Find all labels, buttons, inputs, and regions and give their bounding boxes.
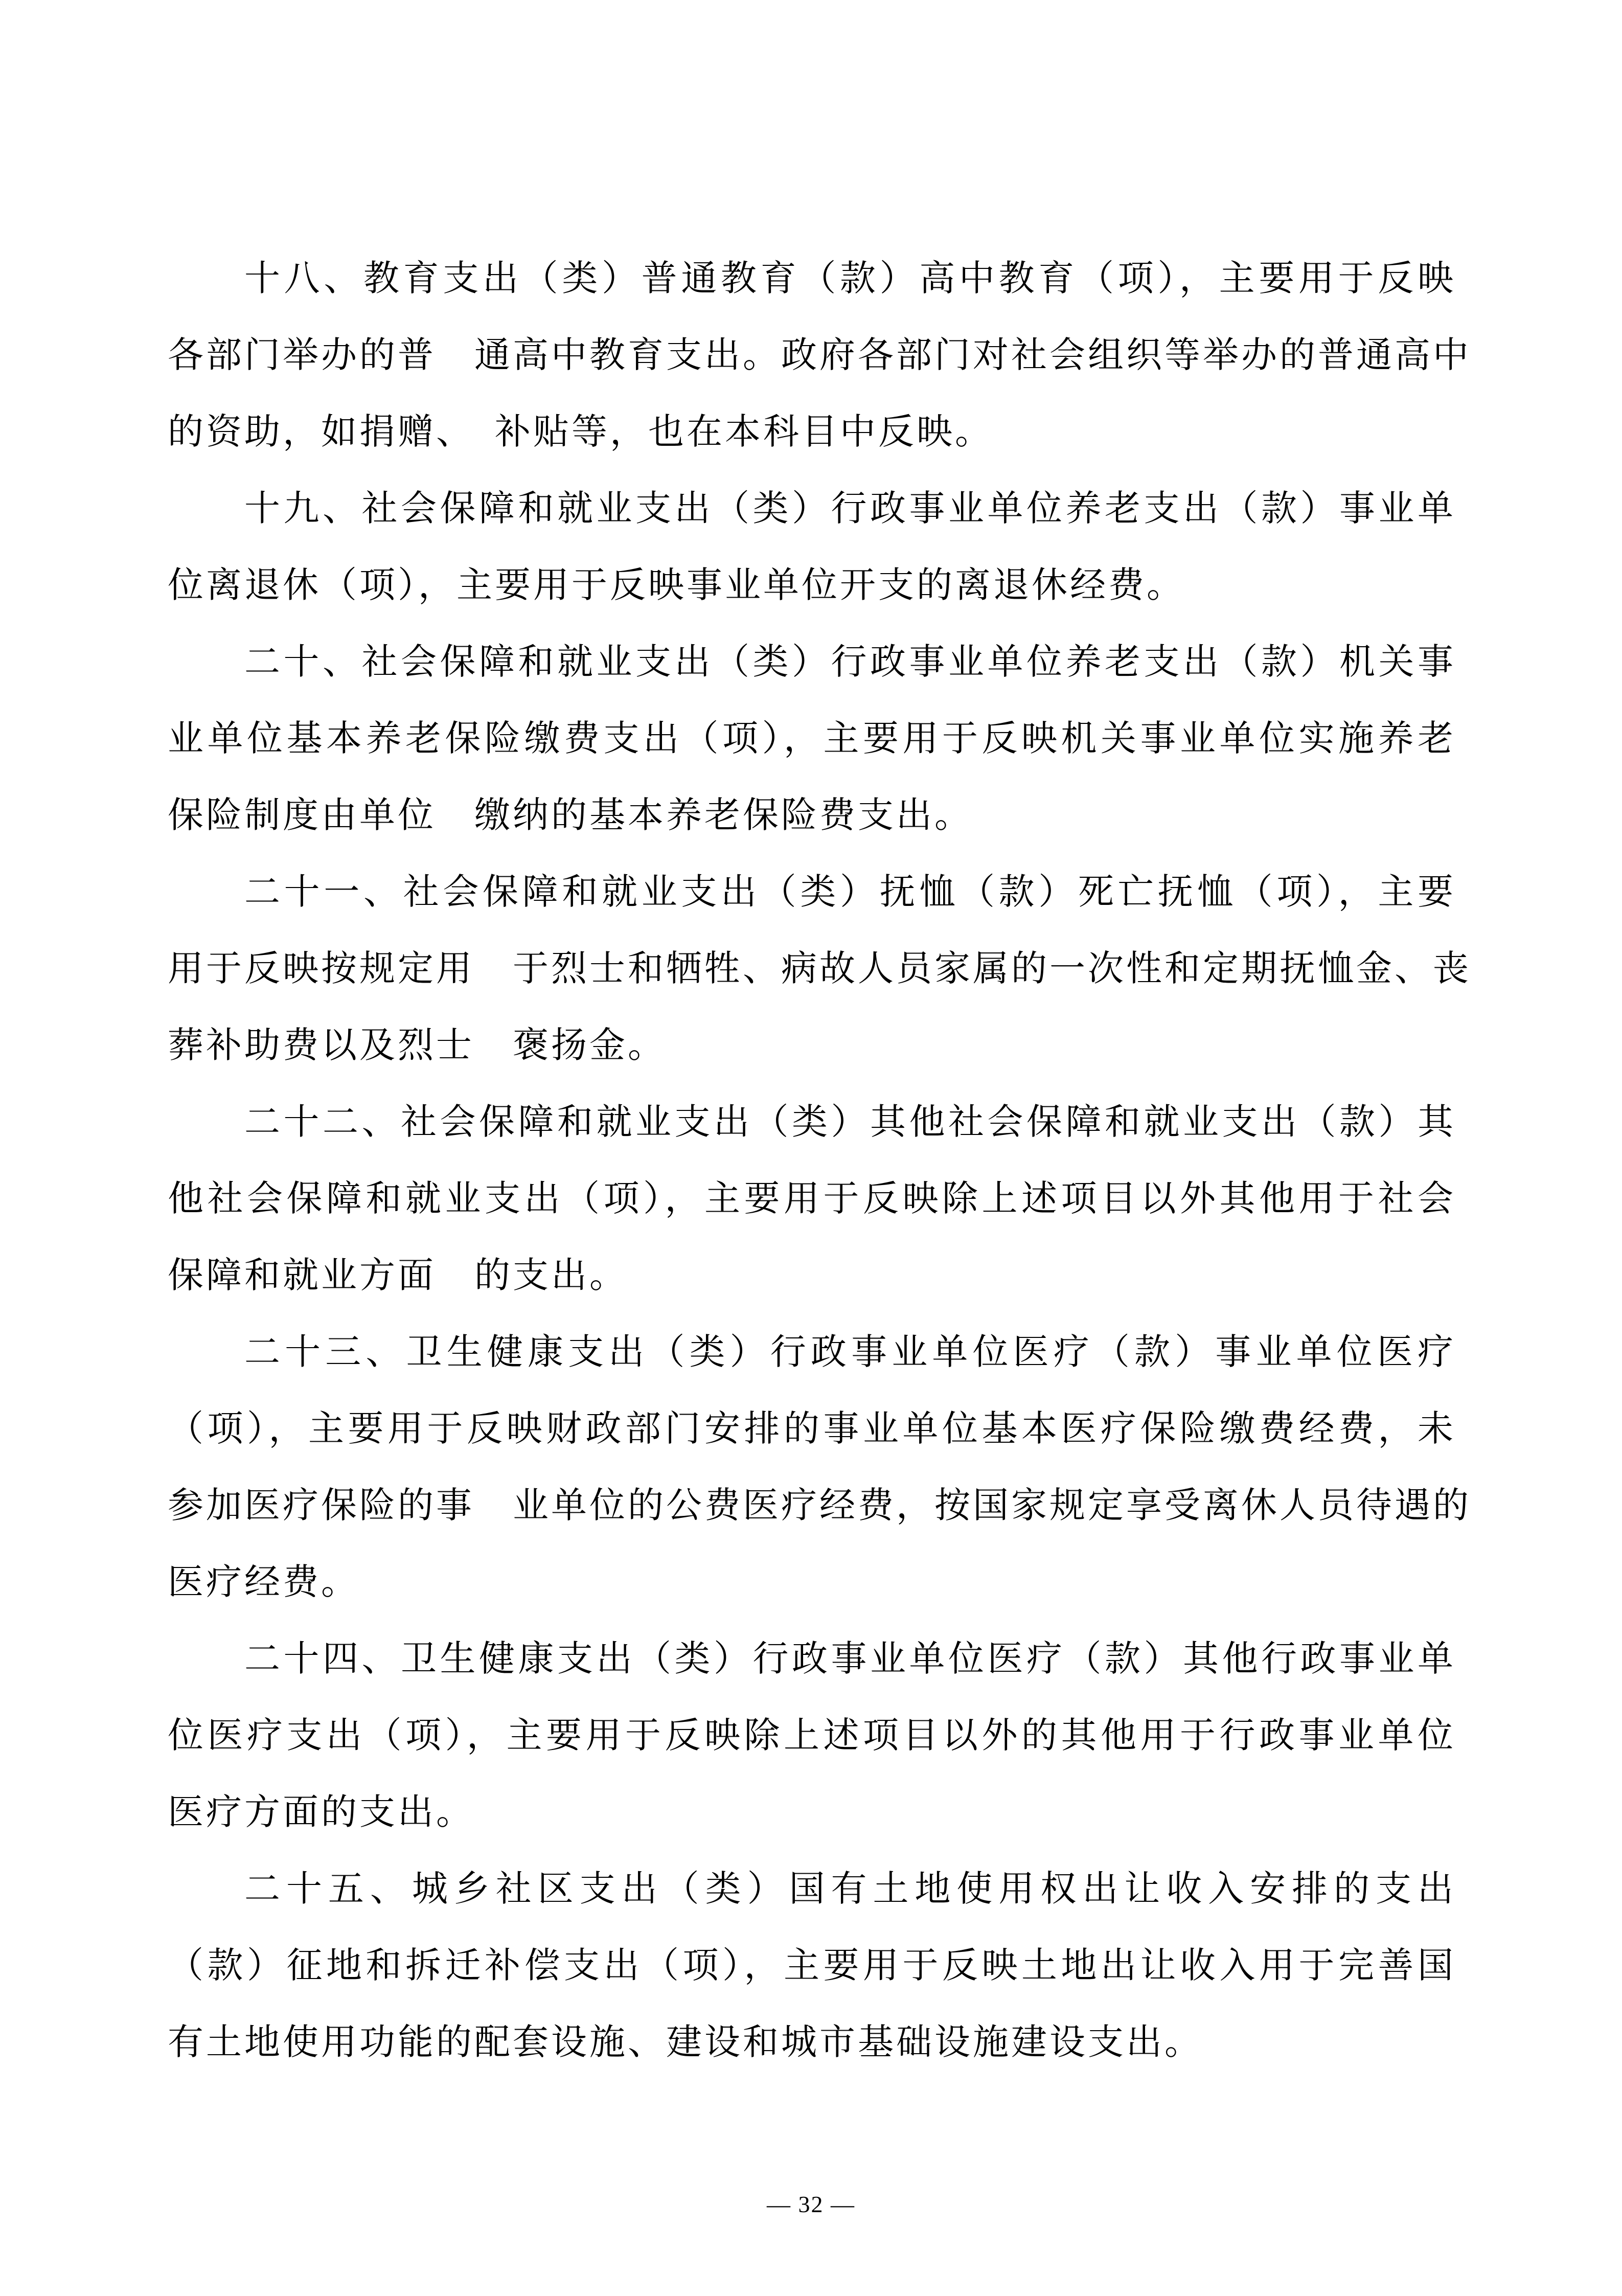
paragraph [168, 471, 1456, 624]
paragraph [168, 1621, 1456, 1851]
text-line: 位离退休（项），主要用于反映事业单位开支的离退休经费。 [168, 566, 1185, 605]
text-line: 十八、教育支出（类）普通教育（款）高中教育（项），主要用于反映 [244, 259, 1456, 299]
text-line: 二十二、社会保障和就业支出（类）其他社会保障和就业支出（款）其 [244, 1103, 1456, 1142]
text-line: 二十四、卫生健康支出（类）行政事业单位医疗（款）其他行政事业单 [244, 1640, 1456, 1679]
text-line: 业单位基本养老保险缴费支出（项），主要用于反映机关事业单位实施养老 [168, 719, 1456, 759]
text-line: 各部门举办的普 通高中教育支出。政府各部门对社会组织等举办的普通高中 [168, 336, 1471, 375]
text-line: 二十三、卫生健康支出（类）行政事业单位医疗（款）事业单位医疗 [244, 1333, 1456, 1372]
text-line: 保障和就业方面 的支出。 [168, 1256, 628, 1295]
text-line: 葬补助费以及烈士 褒扬金。 [168, 1026, 666, 1065]
text-line: 位医疗支出（项），主要用于反映除上述项目以外的其他用于行政事业单位 [168, 1716, 1456, 1756]
text-line: 他社会保障和就业支出（项），主要用于反映除上述项目以外其他用于社会 [168, 1179, 1456, 1219]
text-line: （项），主要用于反映财政部门安排的事业单位基本医疗保险缴费经费，未 [168, 1410, 1456, 1449]
text-line: 二十一、社会保障和就业支出（类）抚恤（款）死亡抚恤（项），主要 [244, 873, 1456, 912]
text-line: 医疗经费。 [168, 1563, 359, 1602]
text-line: 有土地使用功能的配套设施、建设和城市基础设施建设支出。 [168, 2023, 1203, 2062]
text-line: 参加医疗保险的事 业单位的公费医疗经费，按国家规定享受离休人员待遇的 [168, 1486, 1471, 1526]
paragraph [168, 1851, 1456, 2081]
paragraph [168, 1084, 1456, 1314]
text-line: （款）征地和拆迁补偿支出（项），主要用于反映土地出让收入用于完善国 [168, 1946, 1456, 1986]
paragraph [168, 854, 1471, 1084]
paragraph [168, 624, 1456, 854]
text-line: 十九、社会保障和就业支出（类）行政事业单位养老支出（款）事业单 [244, 489, 1456, 529]
page-number: — 32 — [767, 2191, 855, 2217]
text-line: 用于反映按规定用 于烈士和牺牲、病故人员家属的一次性和定期抚恤金、丧 [168, 949, 1471, 989]
text-line: 保险制度由单位 缴纳的基本养老保险费支出。 [168, 796, 973, 835]
text-line: 二十、社会保障和就业支出（类）行政事业单位养老支出（款）机关事 [244, 643, 1456, 682]
paragraph [168, 241, 1471, 471]
paragraph [168, 1314, 1471, 1621]
document-body [168, 241, 1471, 2081]
text-line: 二十五、城乡社区支出（类）国有土地使用权出让收入安排的支出 [244, 1870, 1456, 1909]
text-line: 医疗方面的支出。 [168, 1793, 474, 1832]
text-line: 的资助，如捐赠、 补贴等，也在本科目中反映。 [168, 413, 993, 452]
